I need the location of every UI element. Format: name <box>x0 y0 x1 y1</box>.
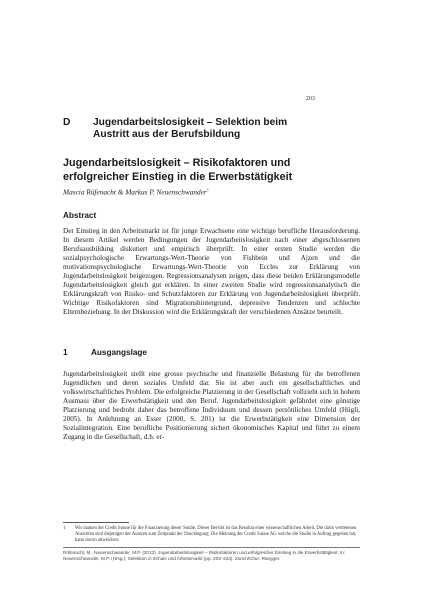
citation: Rüfenacht, M., Neuenschwander, M.P. (2013). Jugendarbeitslosigkeit – Risikofaktoren und erfolgreicher Einstieg in die Erwerbstätigkeit. In: Neuenschwander, M.P. (Hrsg.): Selektion in Schule und Arbeitsmarkt (pp. 203–224). Zürich/Chur: Rüegger. <box>63 550 346 562</box>
intro-paragraph: Jugendarbeitslosigkeit stellt eine grosse psychische und finanzielle Belastung für die betroffenen Jugendlichen und deren soziales Umfeld dar. Sie ist aber auch ein gesellschaftliches und volkswirtschaftliches Problem. Die erfolgreiche Platzierung in der Gesellschaft vollzieht sich in hohem Ausmass über die Erwerbstätigkeit und den Beruf. Jugendarbeitslosigkeit gefährdet eine günstige Platzierung und bedroht daher das betroffene Individuum und dessen persönliches Umfeld (Hügli, 2005). In Anlehnung an Esser (2000, S. 201) ist die Erwerbstätigkeit eine Dimension der Sozialintegration. Eine berufliche Positionierung sichert ökonomisches Kapital und führt zu einem Zugang in die Gesellschaft, d.h. er- <box>63 370 360 441</box>
intro-heading-title: Ausgangslage <box>91 348 147 357</box>
authors-footnote-mark: 1 <box>206 187 210 192</box>
footnote-rule <box>63 522 129 523</box>
abstract-text: Der Einstieg in den Arbeitsmarkt ist für junge Erwachsene eine wichtige berufliche Herausforderung. In diesem Artikel werden Bedingungen der Jugendarbeitslosigkeit nach einer abgeschlossenen Berufsausbildung diskutiert und empirisch überprüft. In einer ersten Studie werden die sozialpsychologische Erwartungs-Wert-Theorie von Fishbein und Ajzen und die motivationspsychologische Erwartungs-Wert-Theorie von Eccles zur Erklärung von Jugendarbeitslosigkeit beigezogen. Regressionsanalysen zeigen, dass diese beiden Erklärungsmodelle Jugendarbeitslosigkeit gleich gut erklären. In einer zweiten Studie wird regressionsanalytisch die Erklärungskraft von Risiko- und Schutzfaktoren zur Erklärung von Jugendarbeitslosigkeit überprüft. Wichtige Risikofaktoren sind Migrationshintergrund, depressive Tendenzen und schlechte Elternbeziehung. In der Diskussion wird die Erklärungskraft der verschiedenen Ansätze beurteilt. <box>63 227 360 316</box>
authors <box>63 187 343 196</box>
intro-heading-number: 1 <box>63 348 68 357</box>
author-names: Mascia Rüfenacht & Markus P. Neuenschwander <box>63 187 207 197</box>
page-number: 203 <box>305 95 315 102</box>
section-title: Jugendarbeitslosigkeit – Selektion beim Austritt aus der Berufsbildung <box>93 117 288 141</box>
footnote-text: Wir danken der Credit Suisse für die Finanzierung dieser Studie. Dieser Bericht ist das Resultat einer wissenschaftlichen Arbeit. Die darin vertretenen Ansichten sind diejenigen der Autoren zum Zeitpunkt der Drucklegung. Die Meinung der Credit Suisse AG welche die Studie in Auftrag gegeben hat, kann davon abweichen. <box>75 526 357 544</box>
footnote-number: 1 <box>63 526 66 531</box>
footnote <box>63 526 360 545</box>
citation-rule <box>63 547 360 548</box>
intro-heading <box>63 348 147 357</box>
section-heading <box>63 117 363 142</box>
section-letter: D <box>63 117 71 128</box>
intro-text <box>63 370 360 442</box>
abstract-heading: Abstract <box>63 211 97 220</box>
article-title: Jugendarbeitslosigkeit – Risikofaktoren und erfolgreicher Einstieg in die Erwerbstätigkeit <box>63 157 293 183</box>
